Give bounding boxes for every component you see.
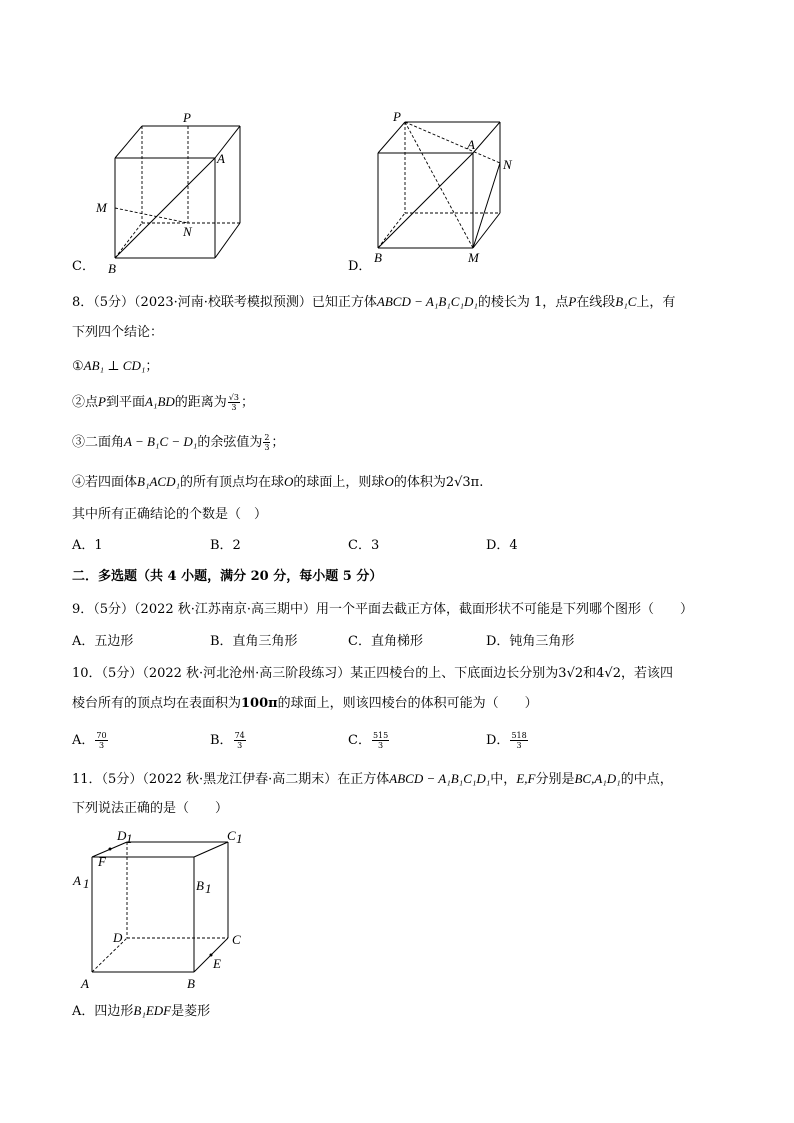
q8-s4-value: 2√3π.	[445, 475, 484, 490]
q11-end: 的中点，	[620, 772, 673, 787]
q10-line2-prefix: 棱台所有的顶点均在表面积为	[72, 696, 242, 711]
fig-d-label-a: A	[467, 137, 475, 152]
q10-option-a-label: A．	[72, 733, 95, 748]
q8-segment: B₁C	[615, 294, 637, 309]
q8-s2-p: P	[98, 394, 106, 409]
q11-label-d1: D	[117, 828, 127, 843]
q10-value-2: 4√2	[596, 666, 621, 681]
fig-c-label-p: P	[183, 110, 191, 125]
q8-s2-num: √3	[228, 393, 239, 402]
q8-mid: 的棱长为 1，点	[477, 295, 569, 310]
q11-line1	[72, 769, 673, 790]
q8-s3-end: ；	[271, 435, 285, 450]
q8-option-c[interactable]: C．3	[348, 538, 380, 553]
figure-q11-cube	[66, 822, 256, 998]
fig-d-option-label: D．	[348, 259, 372, 274]
q8-s4-mid2: 的球面上，则球	[293, 475, 385, 490]
q11-label-d1-sub: 1	[126, 831, 133, 846]
q8-line2: 下列四个结论：	[72, 325, 164, 340]
q10-prefix: 10．（5分）（2022 秋·河北沧州·高三阶段练习）某正四棱台的上、下底面边长分别为	[72, 666, 559, 681]
q11-option-a-math: B₁EDF	[133, 1003, 172, 1018]
q11-label-c: C	[232, 932, 241, 947]
q8-s4-o: O	[284, 474, 294, 489]
q11-ef: E,F	[516, 771, 536, 786]
q9-option-d[interactable]: D．钝角三角形	[486, 634, 575, 649]
q10-b-num: 74	[234, 731, 245, 740]
q8-s2-plane: A₁BD	[144, 394, 175, 409]
q8-option-d[interactable]: D．4	[486, 538, 518, 553]
q8-s3-fraction	[263, 433, 270, 452]
q10-option-d-label: D．	[486, 733, 510, 748]
q9-option-b[interactable]: B．直角三角形	[210, 634, 298, 649]
q8-option-a[interactable]: A．1	[72, 538, 103, 553]
q11-label-c1: C	[227, 828, 236, 843]
q9-option-c[interactable]: C．直角梯形	[348, 634, 423, 649]
q8-s2-den: 3	[231, 403, 237, 412]
q11-mid: 中，	[490, 772, 517, 787]
q11-label-a: A	[81, 976, 89, 991]
fig-d-label-p: P	[393, 109, 401, 124]
q10-end: ，若该四	[620, 666, 673, 681]
q8-s2-prefix: ②点	[72, 395, 99, 410]
q8-question: 其中所有正确结论的个数是（ ）	[72, 507, 268, 522]
q8-end: 上，有	[636, 295, 676, 310]
fig-d-label-n: N	[503, 157, 512, 172]
q11-option-a[interactable]	[72, 1001, 210, 1022]
q8-s1-end: ；	[145, 359, 159, 374]
figure-d-cube	[360, 105, 530, 275]
fig-c-option-label: C．	[72, 259, 95, 274]
q8-s4-mid: 的所有顶点均在球	[180, 475, 285, 490]
q8-statement-1	[72, 356, 158, 377]
q10-line2-end: 的球面上，则该四棱台的体积可能为（ ）	[277, 696, 538, 711]
q8-s3-math: A − B₁C − D₁	[124, 434, 198, 449]
q8-option-b[interactable]: B．2	[210, 538, 241, 553]
q11-label-f: F	[98, 854, 106, 869]
section-2-heading: 二．多选题（共 4 小题，满分 20 分，每小题 5 分）	[72, 569, 383, 584]
q8-s4-prefix: ④若四面体	[72, 475, 138, 490]
fig-c-label-b: B	[108, 261, 116, 276]
q10-value-1: 3√2	[558, 666, 584, 681]
q8-mid2: 在线段	[576, 295, 616, 310]
fig-d-label-m: M	[468, 250, 479, 265]
q10-option-b[interactable]	[210, 731, 247, 751]
q11-cube: ABCD − A₁B₁C₁D₁	[389, 771, 491, 786]
q10-option-d-fraction	[510, 731, 527, 750]
q10-option-d[interactable]	[486, 731, 529, 751]
q11-label-e: E	[213, 956, 221, 971]
q10-d-den: 3	[516, 741, 522, 750]
q8-line1	[72, 292, 675, 313]
q8-s2-mid: 到平面	[105, 395, 145, 410]
q10-c-num: 515	[372, 731, 389, 740]
q10-area: 100π	[241, 696, 278, 711]
q11-segments: BC,A₁D₁	[574, 771, 621, 786]
q11-label-a1-sub: 1	[83, 876, 90, 891]
q8-s3-mid: 的余弦值为	[197, 435, 263, 450]
q9-option-a[interactable]: A．五边形	[72, 634, 134, 649]
q10-option-b-label: B．	[210, 733, 233, 748]
fig-c-label-m: M	[96, 200, 107, 215]
q11-prefix: 11．（5分）（2022 秋·黑龙江伊春·高二期末）在正方体	[72, 772, 390, 787]
q10-option-b-fraction	[234, 731, 246, 750]
q8-statement-3	[72, 432, 284, 453]
q11-option-a-prefix: A．四边形	[72, 1004, 134, 1019]
q8-point-p: P	[568, 294, 577, 309]
q10-option-c[interactable]	[348, 731, 390, 751]
q11-label-b: B	[187, 976, 195, 991]
q11-label-c1-sub: 1	[236, 831, 243, 846]
q9-text: 9．（5分）（2022 秋·江苏南京·高三期中）用一个平面去截正方体，截面形状不可能是下列哪个图形（ ）	[72, 602, 694, 617]
q10-line1	[72, 664, 673, 684]
q8-s2-mid2: 的距离为	[174, 395, 227, 410]
q8-s3-den: 3	[264, 443, 270, 452]
q8-prefix: 8．（5分）（2023·河南·校联考模拟预测）已知正方体	[72, 295, 377, 310]
q10-a-den: 3	[98, 741, 105, 750]
q11-mid2: 分别是	[535, 772, 575, 787]
q10-c-den: 3	[378, 741, 384, 750]
q8-s4-math: B₁ACD₁	[137, 474, 180, 489]
q8-s1-math: AB₁ ⊥ CD₁	[83, 358, 146, 373]
fig-d-label-b: B	[374, 250, 382, 265]
q8-s2-end: ；	[240, 395, 254, 410]
q10-a-num: 70	[96, 731, 107, 740]
q11-label-a1: A	[73, 873, 81, 888]
q8-statement-2	[72, 392, 254, 413]
q10-option-a-fraction	[95, 731, 107, 750]
q8-s2-fraction	[228, 393, 240, 412]
q8-s3-prefix: ③二面角	[72, 435, 125, 450]
q8-s4-o2: O	[384, 474, 394, 489]
q10-option-a[interactable]	[72, 731, 109, 751]
q10-option-c-fraction	[372, 731, 389, 750]
q8-s3-num: 2	[264, 433, 270, 442]
q10-d-num: 518	[511, 731, 527, 740]
q11-label-d: D	[113, 930, 123, 945]
q10-and: 和	[583, 666, 597, 681]
q10-option-c-label: C．	[348, 733, 371, 748]
q8-cube: ABCD − A₁B₁C₁D₁	[376, 294, 478, 309]
q11-option-a-end: 是菱形	[171, 1004, 211, 1019]
fig-c-label-a: A	[217, 151, 225, 166]
q11-label-b1-sub: 1	[205, 881, 212, 896]
figure-c-cube	[70, 105, 260, 280]
q8-statement-4	[72, 472, 483, 493]
q8-s4-mid3: 的体积为	[393, 475, 446, 490]
q8-s1-marker: ①	[72, 359, 84, 374]
q10-line2	[72, 694, 538, 714]
q10-b-den: 3	[237, 741, 243, 750]
q11-line2: 下列说法正确的是（ ）	[72, 801, 229, 816]
fig-c-label-n: N	[183, 224, 192, 239]
q11-label-b1: B	[196, 878, 204, 893]
